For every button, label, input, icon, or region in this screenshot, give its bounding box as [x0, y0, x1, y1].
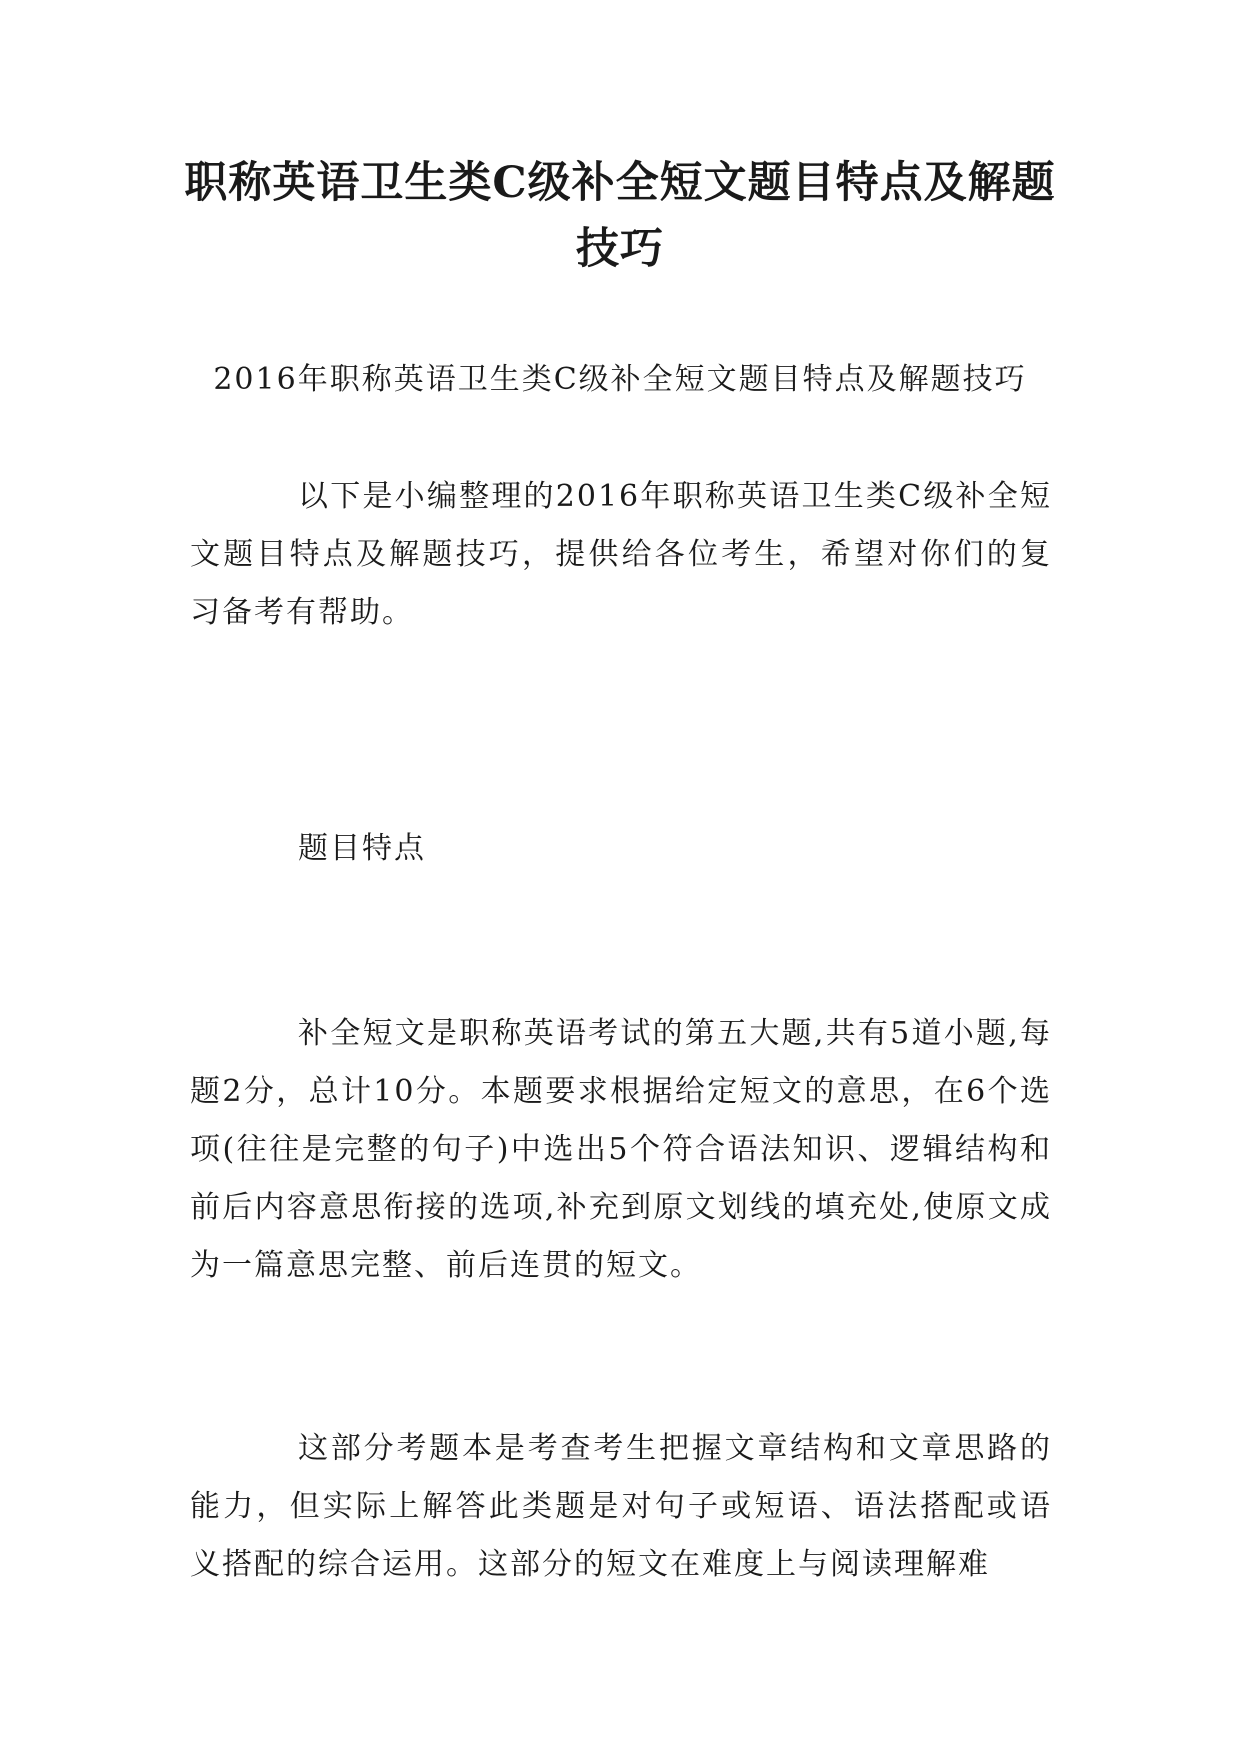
section-heading: 题目特点 — [298, 831, 426, 866]
document-title: 职称英语卫生类C级补全短文题目特点及解题技巧 — [184, 158, 1056, 274]
analysis-paragraph: 这部分考题本是考查考生把握文章结构和文章思路的能力，但实际上解答此类题是对句子或短语、语法搭配或语义搭配的综合运用。这部分的短文在难度上与阅读理解难 — [190, 1431, 1052, 1582]
features-paragraph: 补全短文是职称英语考试的第五大题,共有5道小题,每题2分，总计10分。本题要求根据给定短文的意思，在6个选项(往往是完整的句子)中选出5个符合语法知识、逻辑结构和前后内容意思衔接的选项,补充到原文划线的填充处,使原文成为一篇意思完整、前后连贯的短文。 — [190, 1016, 1052, 1283]
intro-paragraph: 以下是小编整理的2016年职称英语卫生类C级补全短文题目特点及解题技巧，提供给各位考生，希望对你们的复习备考有帮助。 — [190, 479, 1052, 630]
document-subtitle: 2016年职称英语卫生类C级补全短文题目特点及解题技巧 — [213, 362, 1027, 397]
